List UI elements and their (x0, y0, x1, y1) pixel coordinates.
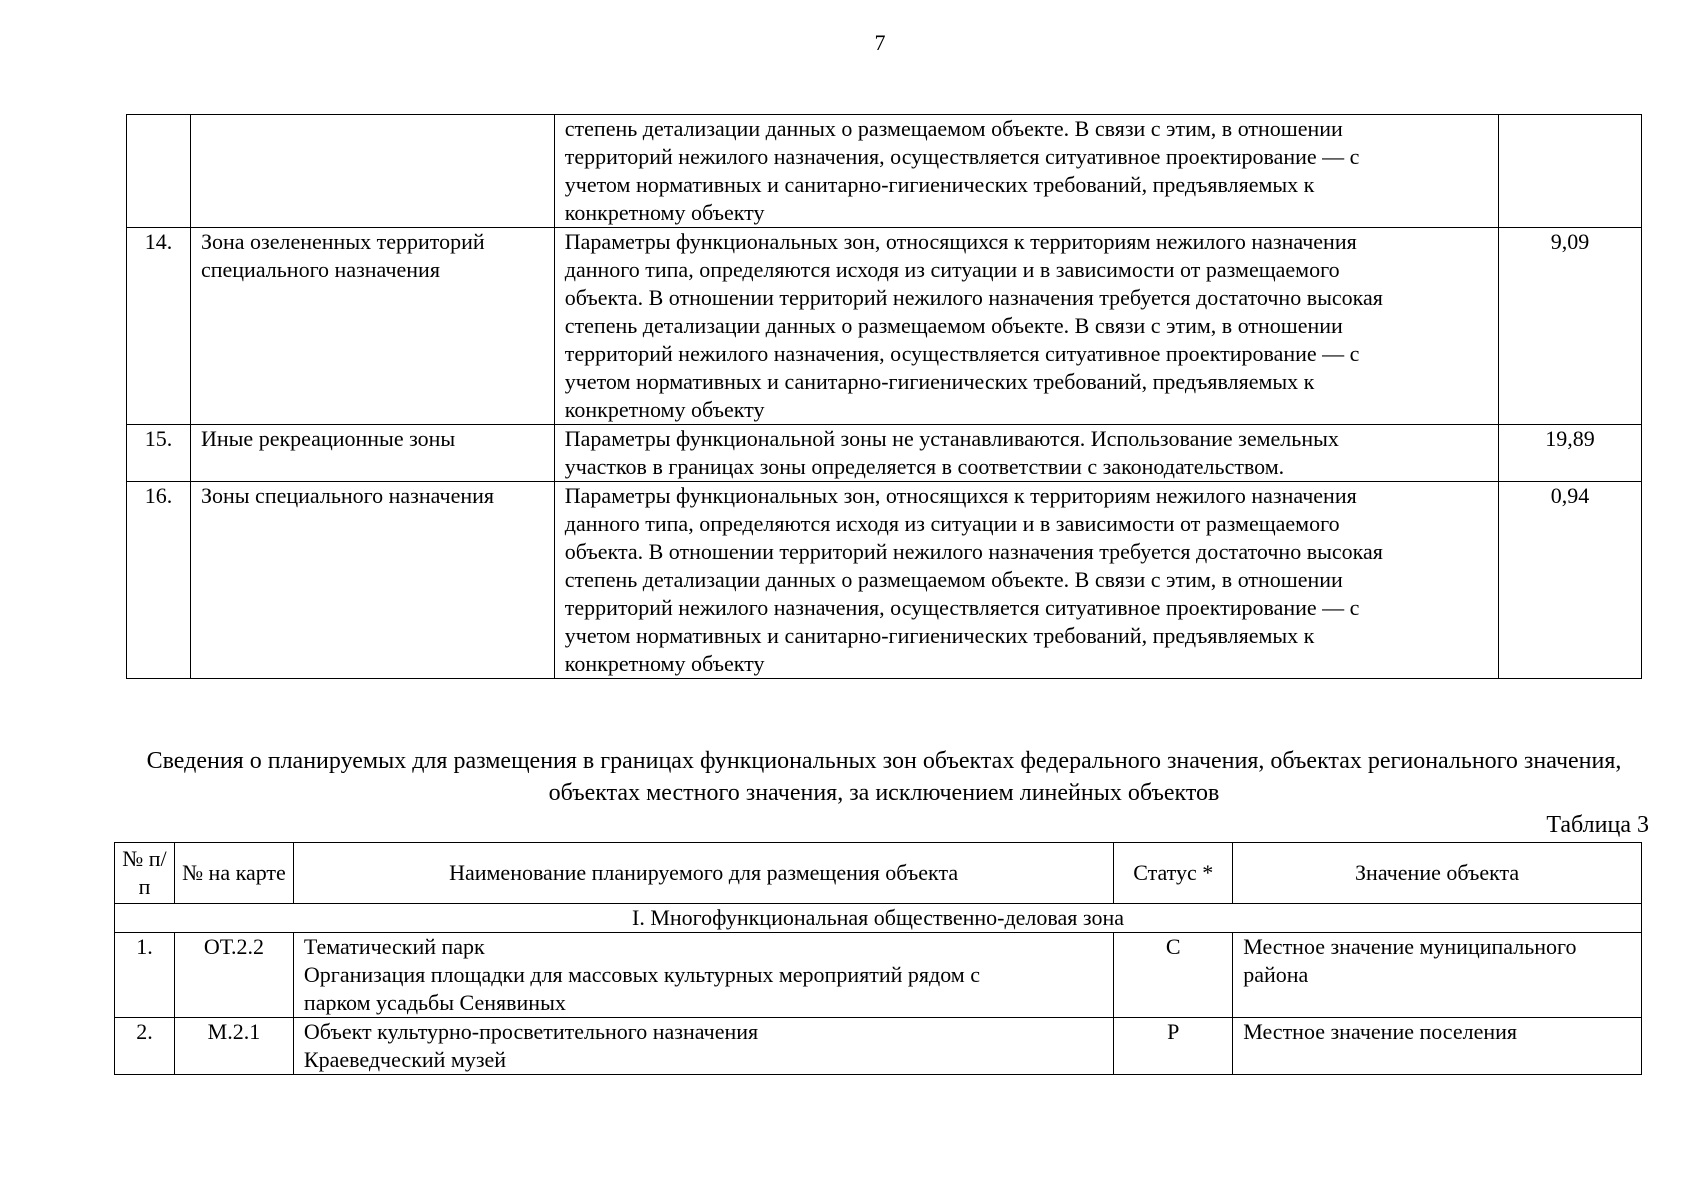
zone-name (190, 115, 554, 228)
row-number: 2. (115, 1018, 175, 1075)
table-row (127, 425, 1642, 482)
row-number (127, 115, 191, 228)
zone-name: Зоны специального назначения (190, 482, 554, 679)
object-name: Тематический парк Организация площадки для массовых культурных мероприятий рядом с парком усадьбы Сенявиных (293, 933, 1113, 1018)
planned-objects-table (114, 842, 1642, 1075)
table-row (127, 482, 1642, 679)
row-number: 15. (127, 425, 191, 482)
object-status: Р (1114, 1018, 1233, 1075)
row-number: 1. (115, 933, 175, 1018)
table-row (115, 933, 1642, 1018)
header-map-number: № на карте (174, 843, 293, 904)
table-row (127, 228, 1642, 425)
zone-section-title: I. Многофункциональная общественно-деловая зона (115, 904, 1642, 933)
header-significance: Значение объекта (1233, 843, 1642, 904)
row-number: 14. (127, 228, 191, 425)
map-number: М.2.1 (174, 1018, 293, 1075)
section-heading: Сведения о планируемых для размещения в границах функциональных зон объектах федерального значения, объектах регионального значения, объектах местного значения, за исключением линейных объектов (146, 748, 1622, 806)
object-significance: Местное значение поселения (1233, 1018, 1642, 1075)
table-caption: Таблица 3 (1546, 812, 1649, 838)
header-object-name: Наименование планируемого для размещения объекта (293, 843, 1113, 904)
object-significance: Местное значение муниципального района (1233, 933, 1642, 1018)
zone-parameters: степень детализации данных о размещаемом объекте. В связи с этим, в отношении территорий нежилого назначения, осуществляется ситуативное проектирование — с учетом нормативных и санитарно-гигиенических требований, предъявляемых к конкретному объекту (554, 115, 1498, 228)
zone-name: Зона озелененных территорий специального назначения (190, 228, 554, 425)
zone-area: 19,89 (1499, 425, 1642, 482)
table-row (115, 1018, 1642, 1075)
table-row (127, 115, 1642, 228)
object-status: С (1114, 933, 1233, 1018)
zone-name: Иные рекреационные зоны (190, 425, 554, 482)
zone-parameters: Параметры функциональной зоны не устанавливаются. Использование земельных участков в границах зоны определяется в соответствии с законодательством. (554, 425, 1498, 482)
table-header-row (115, 843, 1642, 904)
zone-parameters: Параметры функциональных зон, относящихся к территориям нежилого назначения данного типа, определяются исходя из ситуации и в зависимости от размещаемого объекта. В отношении территорий нежилого назначения требуется достаточно высокая степень детализации данных о размещаемом объекте. В связи с этим, в отношении территорий нежилого назначения, осуществляется ситуативное проектирование — с учетом нормативных и санитарно-гигиенических требований, предъявляемых к конкретному объекту (554, 228, 1498, 425)
header-status: Статус * (1114, 843, 1233, 904)
map-number: ОТ.2.2 (174, 933, 293, 1018)
zone-area: 9,09 (1499, 228, 1642, 425)
header-number: № п/п (115, 843, 175, 904)
object-name: Объект культурно-просветительного назначения Краеведческий музей (293, 1018, 1113, 1075)
zone-parameters: Параметры функциональных зон, относящихся к территориям нежилого назначения данного типа, определяются исходя из ситуации и в зависимости от размещаемого объекта. В отношении территорий нежилого назначения требуется достаточно высокая степень детализации данных о размещаемом объекте. В связи с этим, в отношении территорий нежилого назначения, осуществляется ситуативное проектирование — с учетом нормативных и санитарно-гигиенических требований, предъявляемых к конкретному объекту (554, 482, 1498, 679)
page-number: 7 (874, 30, 886, 55)
section-row (115, 904, 1642, 933)
zone-area (1499, 115, 1642, 228)
zone-area: 0,94 (1499, 482, 1642, 679)
functional-zones-table (126, 114, 1642, 679)
row-number: 16. (127, 482, 191, 679)
